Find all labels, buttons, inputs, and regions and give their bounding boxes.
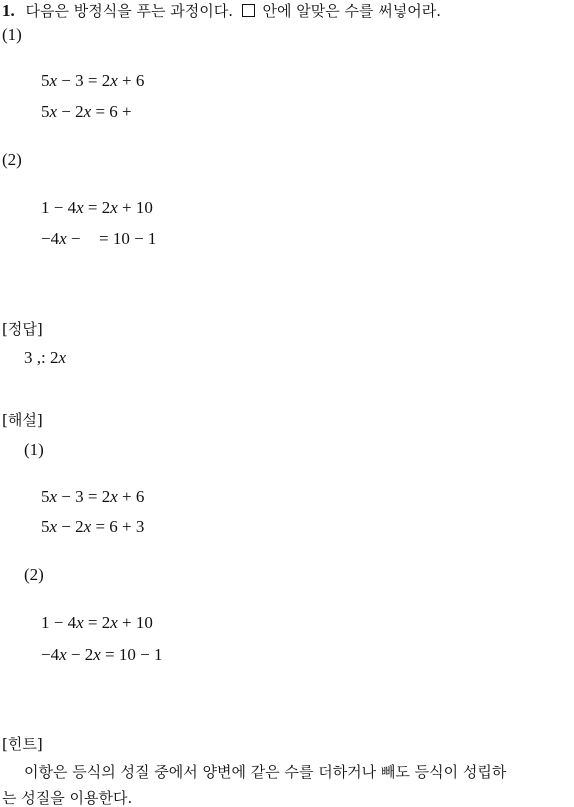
expr-text: −4: [41, 645, 60, 664]
var-x: x: [110, 613, 118, 632]
var-x: x: [76, 613, 84, 632]
var-x: x: [76, 198, 84, 217]
expr-text: + 6: [117, 71, 145, 90]
expr-text: − 3 = 2: [57, 487, 111, 506]
problem-part2-line1: [41, 199, 153, 216]
var-x: x: [110, 198, 118, 217]
expr-text: + 10: [117, 613, 153, 632]
var-x: x: [93, 645, 101, 664]
var-x: x: [58, 348, 67, 367]
expr-text: = 10 − 1: [100, 645, 163, 664]
expr-text: −: [66, 229, 85, 248]
question-text: 다음은 방정식을 푸는 과정이다.: [25, 2, 233, 20]
solution-part2-line1: [41, 614, 153, 631]
expr-text: 5: [41, 102, 50, 121]
expr-text: = 2: [83, 613, 111, 632]
expr-text: 5: [41, 71, 50, 90]
var-x: x: [49, 517, 58, 536]
solution-part2-line2: [41, 646, 162, 663]
expr-text: 1 − 4: [41, 198, 77, 217]
expr-text: − 2: [66, 645, 94, 664]
var-x: x: [49, 102, 58, 121]
answer-heading: [정답]: [2, 320, 43, 338]
expr-text: = 6 + 3: [91, 517, 145, 536]
solution-heading: [해설]: [2, 411, 43, 429]
solution-part2-label: (2): [24, 565, 44, 584]
expr-text: + 6: [117, 487, 145, 506]
question-text-after: 안에 알맞은 수를 써넣어라.: [262, 2, 442, 20]
solution-part1-label: (1): [24, 440, 44, 459]
blank-box-icon: [242, 4, 255, 17]
expr-text: − 3 = 2: [57, 71, 111, 90]
var-x: x: [59, 645, 67, 664]
var-x: x: [59, 229, 67, 248]
solution-part1-line2: [41, 518, 144, 535]
expr-text: = 10 − 1: [94, 229, 157, 248]
expr-text: = 6 +: [91, 102, 132, 121]
expr-text: − 2: [57, 517, 84, 536]
var-x: x: [110, 71, 118, 90]
var-x: x: [83, 102, 92, 121]
var-x: x: [83, 517, 92, 536]
problem-part1-label: (1): [2, 25, 22, 44]
hint-line2: 는 성질을 이용한다.: [2, 789, 133, 807]
problem-part2-line2: [41, 230, 156, 247]
expr-text: + 10: [117, 198, 153, 217]
var-x: x: [110, 487, 118, 506]
var-x: x: [49, 487, 58, 506]
solution-part1-line1: [41, 488, 144, 505]
hint-heading: [힌트]: [2, 735, 43, 753]
expr-text: 5: [41, 487, 50, 506]
expr-text: − 2: [57, 102, 84, 121]
problem-part1-line1: [41, 72, 144, 89]
expr-text: −4: [41, 229, 60, 248]
answer-value: 3 ,: 2: [24, 348, 59, 367]
problem-part2-label: (2): [2, 150, 22, 169]
hint-line1: 이항은 등식의 성질 중에서 양변에 같은 수를 더하거나 빼도 등식이 성립하: [24, 763, 507, 781]
question-header: [2, 2, 441, 19]
expr-text: 5: [41, 517, 50, 536]
problem-part1-line2: [41, 103, 132, 120]
expr-text: 1 − 4: [41, 613, 77, 632]
question-number: 1.: [2, 1, 15, 20]
answer-text: [24, 349, 66, 366]
expr-text: = 2: [83, 198, 111, 217]
var-x: x: [49, 71, 58, 90]
